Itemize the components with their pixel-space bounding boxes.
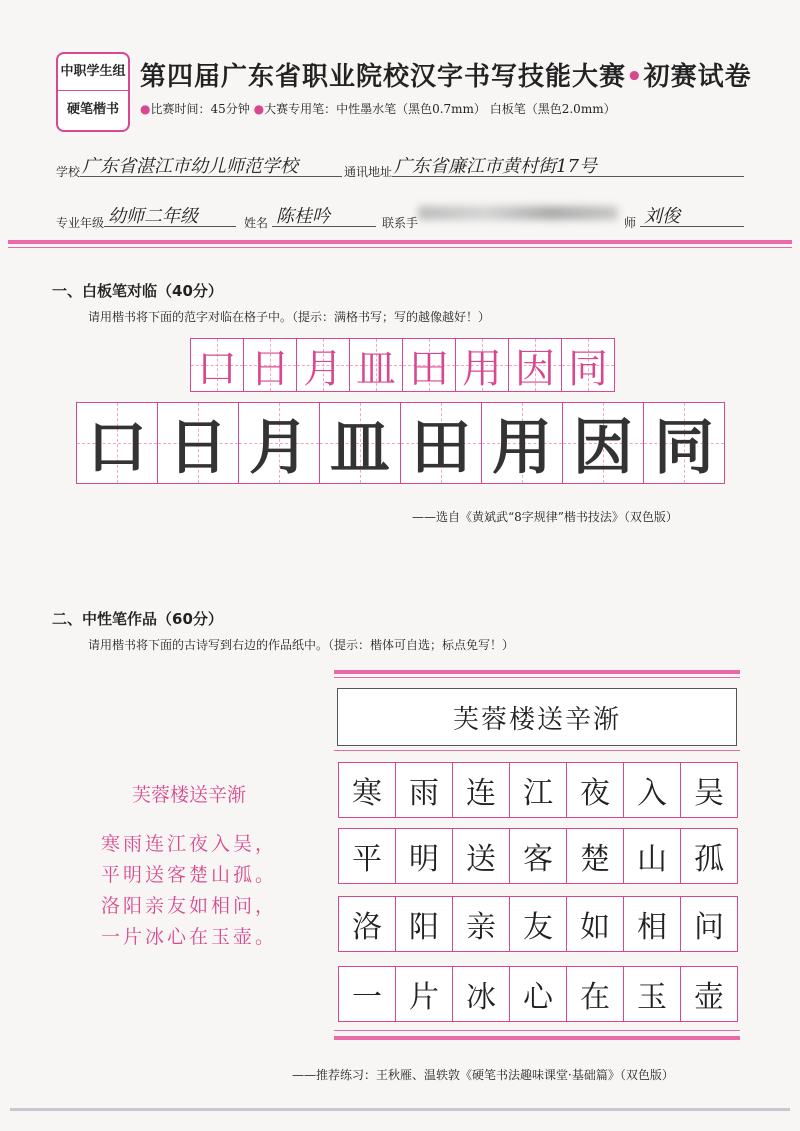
work-char: 壶 (694, 980, 724, 1015)
work-char: 友 (523, 910, 553, 945)
school-label: 学校 (56, 165, 81, 179)
practice-char: 口 (87, 413, 147, 483)
work-char-cell[interactable] (509, 762, 567, 818)
major-field[interactable] (104, 202, 236, 227)
work-char: 孤 (694, 842, 724, 877)
title-dot: • (626, 62, 644, 92)
teacher-field[interactable] (640, 202, 744, 227)
name-value: 陈桂吟 (276, 206, 330, 227)
work-char-cell[interactable] (338, 762, 396, 818)
work-char-cell[interactable] (566, 966, 624, 1022)
practice-char-cell[interactable] (481, 402, 563, 484)
poem-line: 一片冰心在玉壶。 (100, 926, 277, 948)
work-char-cell[interactable] (395, 762, 453, 818)
recommend-text: ——推荐练习：王秋雁、温轶敦《硬笔书法趣味课堂·基础篇》（双色版） (292, 1068, 674, 1082)
work-char: 心 (523, 980, 553, 1015)
model-poem (64, 780, 314, 953)
work-char: 寒 (352, 776, 382, 811)
work-char-cell[interactable] (395, 828, 453, 884)
redacted-phone (418, 206, 618, 220)
work-char-cell[interactable] (452, 828, 510, 884)
work-char-cell[interactable] (509, 966, 567, 1022)
model-char-cell (402, 338, 456, 392)
badge-group: 中职学生组 (58, 54, 128, 91)
major-value: 幼师二年级 (108, 206, 198, 227)
work-char-cell[interactable] (452, 896, 510, 952)
work-char-cell[interactable] (566, 828, 624, 884)
model-char-cell (508, 338, 562, 392)
work-char: 明 (409, 842, 439, 877)
badge-style: 硬笔楷书 (66, 102, 119, 117)
section1-heading: 一、白板笔对临（40分） (52, 282, 223, 300)
work-char: 如 (580, 910, 610, 945)
work-char-cell[interactable] (680, 896, 738, 952)
poem-line: 寒雨连江夜入吴， (100, 833, 277, 855)
work-char: 雨 (409, 776, 439, 811)
work-title-box[interactable] (337, 688, 737, 746)
work-char-cell[interactable] (452, 966, 510, 1022)
model-char: 田 (409, 345, 449, 392)
work-char-cell[interactable] (623, 896, 681, 952)
work-char-cell[interactable] (338, 828, 396, 884)
work-char-cell[interactable] (623, 762, 681, 818)
work-char-cell[interactable] (623, 966, 681, 1022)
work-char: 一 (352, 980, 382, 1015)
work-char: 阳 (409, 910, 439, 945)
model-char: 因 (515, 345, 555, 392)
practice-char: 月 (249, 413, 309, 483)
page-bottom-rule (10, 1108, 790, 1111)
practice-char: 皿 (330, 413, 390, 483)
section2-instruction: 请用楷书将下面的古诗写到右边的作品纸中。（提示：楷体可自选；标点免写！） (88, 638, 515, 652)
work-char-cell[interactable] (566, 896, 624, 952)
work-char-cell[interactable] (509, 896, 567, 952)
model-char: 口 (197, 345, 237, 392)
major-label: 专业年级 (56, 216, 105, 230)
work-char-cell[interactable] (338, 896, 396, 952)
frame-bar (334, 670, 740, 674)
practice-char-cell[interactable] (157, 402, 239, 484)
practice-char: 日 (168, 413, 228, 483)
work-char: 玉 (637, 980, 667, 1015)
work-char-cell[interactable] (623, 828, 681, 884)
exam-info (140, 100, 616, 117)
work-char: 山 (637, 842, 667, 877)
frame-bar (334, 1036, 740, 1040)
poem-title: 芙蓉楼送辛渐 (131, 784, 246, 806)
work-char: 连 (466, 776, 496, 811)
work-char: 客 (523, 842, 553, 877)
model-char-cell (243, 338, 297, 392)
model-char-cell (349, 338, 403, 392)
model-char-cell (190, 338, 244, 392)
practice-char: 田 (411, 413, 471, 483)
exam-time: 比赛时间：45分钟 (150, 102, 250, 116)
practice-char: 因 (573, 413, 633, 483)
model-char: 日 (250, 345, 290, 392)
work-char-cell[interactable] (452, 762, 510, 818)
work-char: 夜 (580, 776, 610, 811)
model-char: 用 (462, 345, 502, 392)
work-char: 楚 (580, 842, 610, 877)
frame-bar (334, 750, 740, 751)
work-char: 平 (352, 842, 382, 877)
model-char-cell (561, 338, 615, 392)
bullet-icon: ● (253, 102, 265, 116)
school-value: 广东省湛江市幼儿师范学校 (82, 156, 298, 177)
model-char: 月 (303, 345, 343, 392)
practice-char-cell[interactable] (400, 402, 482, 484)
frame-bar (334, 677, 740, 678)
page-title (140, 56, 752, 93)
section1-instruction: 请用楷书将下面的范字对临在格子中。（提示：满格书写；写的越像越好！） (88, 310, 491, 324)
divider (8, 240, 792, 244)
work-char-cell[interactable] (338, 966, 396, 1022)
work-char: 相 (637, 910, 667, 945)
teacher-value: 刘俊 (644, 206, 680, 227)
work-char: 江 (523, 776, 553, 811)
work-char: 吴 (694, 776, 724, 811)
title-tail: 初赛试卷 (643, 62, 752, 92)
model-char-cell (455, 338, 509, 392)
poem-line: 洛阳亲友如相问， (100, 895, 277, 917)
bullet-icon: ● (140, 102, 151, 116)
work-char-cell[interactable] (395, 896, 453, 952)
practice-char-cell[interactable] (319, 402, 401, 484)
section2-heading: 二、中性笔作品（60分） (52, 610, 223, 628)
practice-char: 同 (654, 413, 714, 483)
group-badge (56, 52, 130, 132)
work-char: 洛 (352, 910, 382, 945)
work-char: 入 (637, 776, 667, 811)
work-char: 送 (466, 842, 496, 877)
work-char-cell[interactable] (680, 762, 738, 818)
practice-char-cell[interactable] (643, 402, 725, 484)
practice-char: 用 (492, 413, 552, 483)
work-char: 在 (580, 980, 610, 1015)
work-char: 冰 (466, 980, 496, 1015)
practice-char-cell[interactable] (76, 402, 158, 484)
work-char: 亲 (466, 910, 496, 945)
work-char-cell[interactable] (509, 828, 567, 884)
model-char-cell (296, 338, 350, 392)
model-char: 皿 (356, 345, 396, 392)
address-field[interactable] (392, 152, 744, 177)
work-char: 问 (694, 910, 724, 945)
phone-label: 联系手 (382, 216, 419, 230)
work-char: 片 (409, 980, 439, 1015)
teacher-label: 师 (624, 216, 637, 230)
address-label: 通讯地址 (344, 165, 393, 179)
work-char-cell[interactable] (680, 966, 738, 1022)
section1-source: ——选自《黄斌武“8字规律”楷书技法》（双色版） (412, 510, 678, 524)
title-main: 第四届广东省职业院校汉字书写技能大赛 (140, 62, 627, 92)
work-char-cell[interactable] (566, 762, 624, 818)
work-title: 芙蓉楼送辛渐 (452, 704, 621, 735)
work-char-cell[interactable] (680, 828, 738, 884)
frame-bar (334, 1030, 740, 1031)
divider (8, 247, 792, 248)
school-field[interactable] (80, 152, 342, 177)
name-field[interactable] (272, 202, 376, 227)
model-char: 同 (568, 345, 608, 392)
practice-char-cell[interactable] (238, 402, 320, 484)
poem-line: 平明送客楚山孤。 (100, 864, 277, 886)
exam-pens: 大赛专用笔：中性墨水笔（黑色0.7mm） 白板笔（黑色2.0mm） (264, 102, 616, 116)
name-label: 姓名 (244, 216, 269, 230)
address-value: 广东省廉江市黄村街17号 (394, 156, 597, 177)
work-char-cell[interactable] (395, 966, 453, 1022)
practice-char-cell[interactable] (562, 402, 644, 484)
